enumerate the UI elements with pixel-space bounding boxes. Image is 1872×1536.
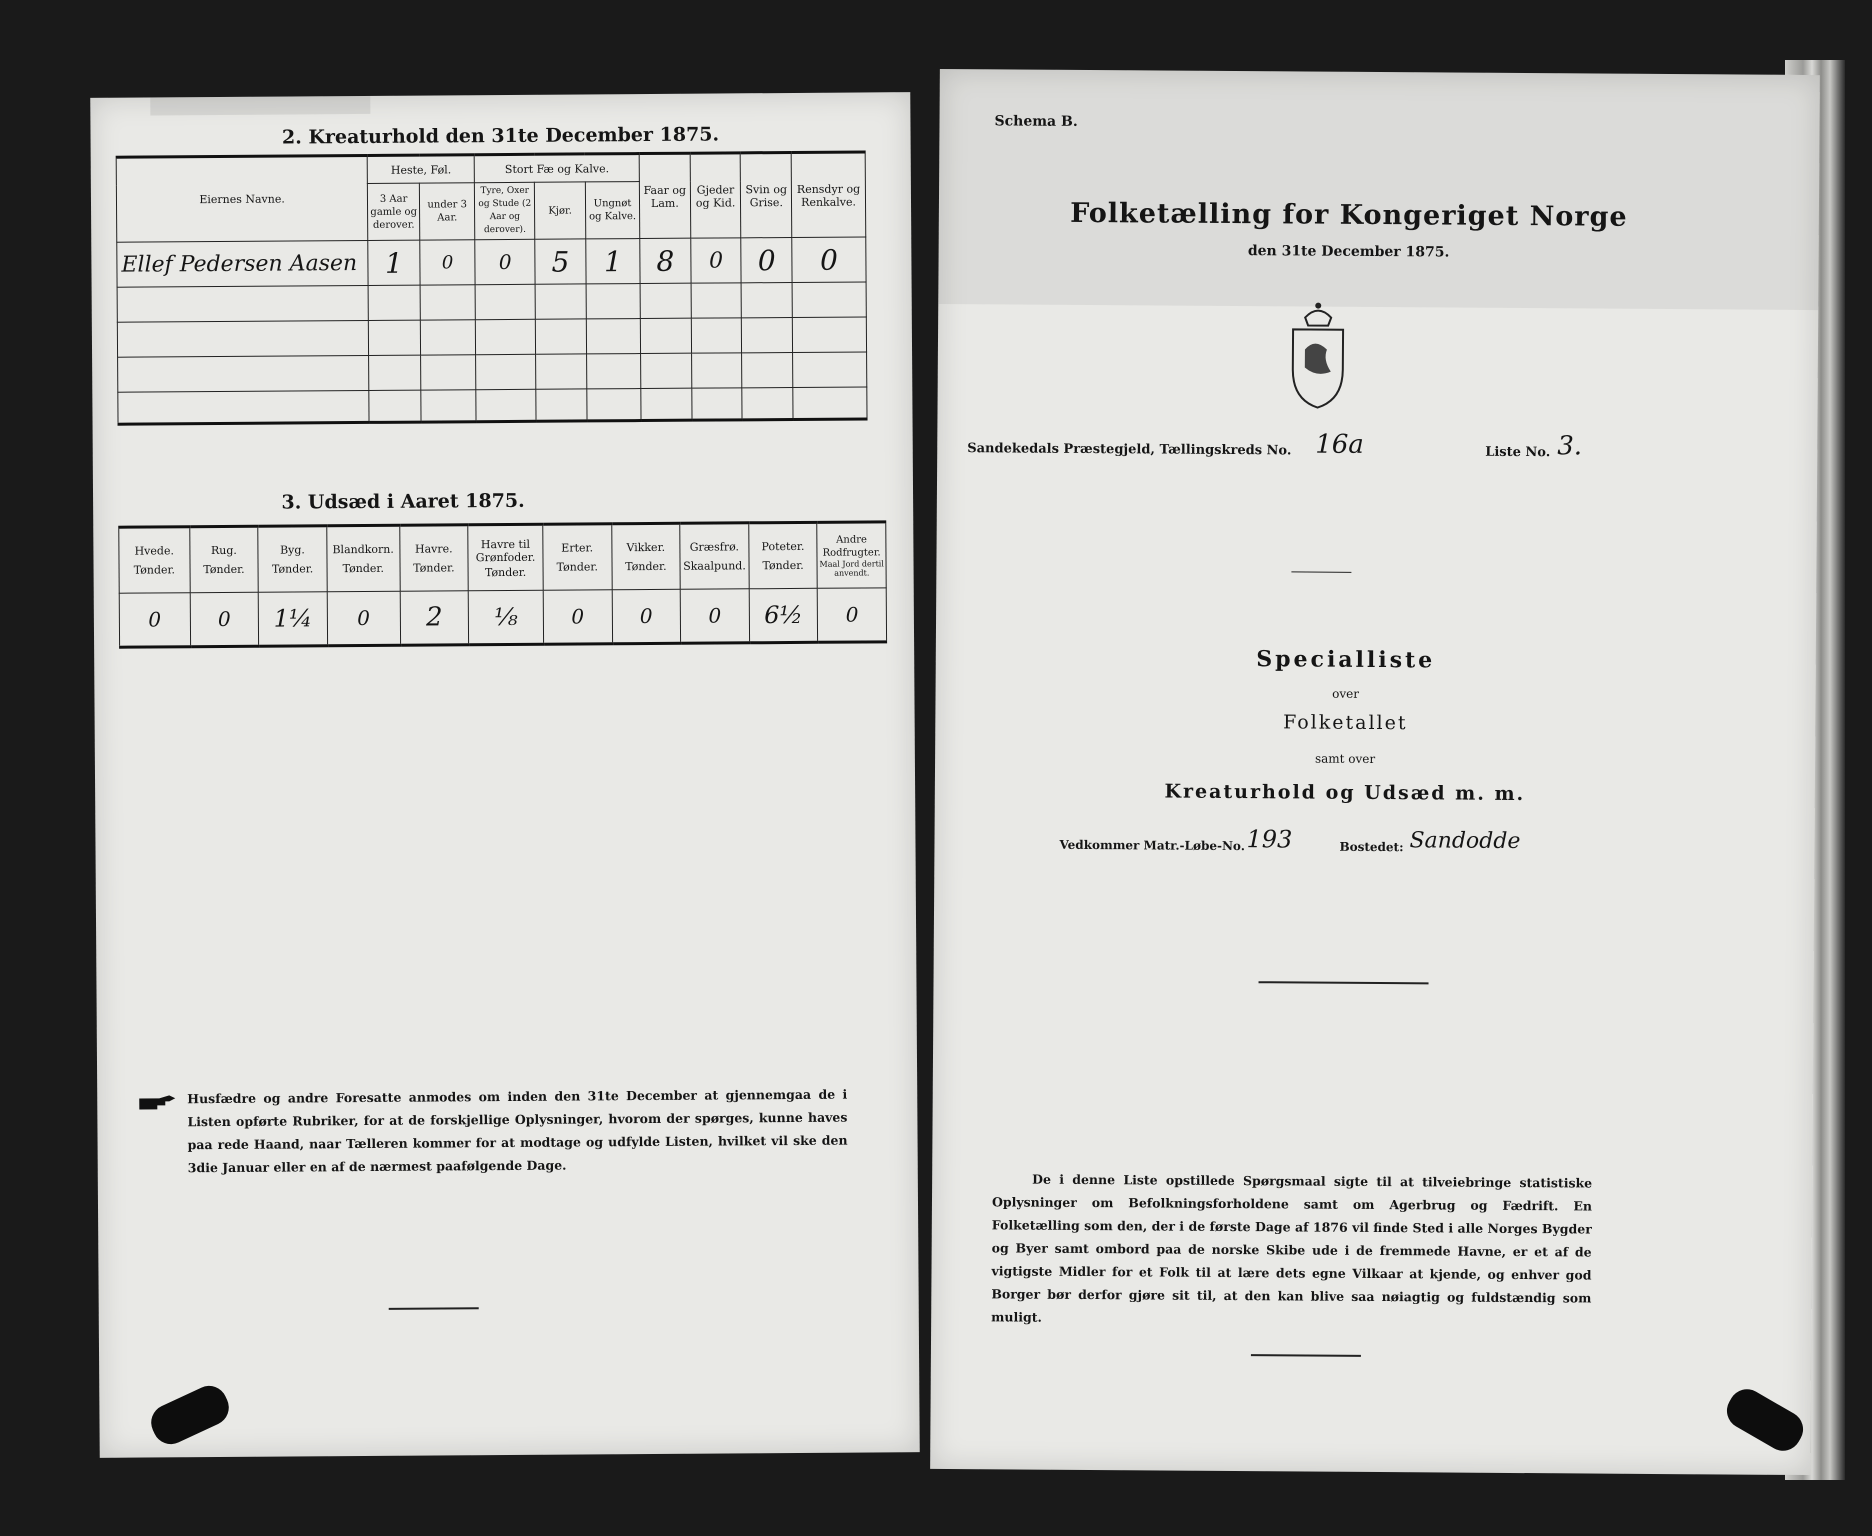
divider [1259, 981, 1429, 984]
col-root-crops: Andre Rodfrugter. Maal Jord dertil anvendt. [817, 522, 886, 588]
value-cell: 0 [475, 239, 535, 284]
schema-label: Schema B. [994, 113, 1078, 130]
over-label: over [1332, 686, 1360, 701]
list-label: Liste No. [1485, 444, 1551, 461]
col-cattle-calves: Ungnøt og Kalve. [585, 182, 640, 239]
section2-title: 2. Kreaturhold den 31te December 1875. [281, 123, 720, 149]
parish-label: Sandekedals Præstegjeld, Tællingskreds No. [967, 441, 1292, 459]
col-cattle: Stort Fæ og Kalve. [474, 154, 639, 183]
col-cattle-cows: Kjør. [535, 182, 586, 239]
value-cell: 0 [691, 238, 742, 283]
livestock-table [116, 150, 868, 425]
section3-title: 3. Udsæd i Aaret 1875. [281, 489, 525, 514]
matr-label: Vedkommer Matr.-Løbe-No. [1059, 837, 1245, 854]
value-cell: 1 [368, 240, 420, 285]
right-page [930, 69, 1820, 1475]
col-cattle-bulls: Tyre, Oxer og Stude (2 Aar og derover). [475, 182, 535, 239]
col-grass-seed: Græsfrø. Skaalpund. [680, 523, 749, 589]
value-cell: 0 [612, 589, 681, 643]
col-sheep: Faar og Lam. [639, 153, 690, 238]
col-owner: Eiernes Navne. [116, 155, 368, 242]
bosted-label: Bostedet: [1339, 839, 1404, 855]
date-line: den 31te December 1875. [1247, 243, 1450, 261]
coat-of-arms-icon [1283, 299, 1354, 411]
value-cell: 8 [640, 238, 691, 283]
col-horses-old: 3 Aar gamle og derover. [368, 183, 420, 240]
table-row [117, 237, 866, 287]
samt-over-label: samt over [1314, 751, 1376, 767]
value-cell: 6½ [749, 588, 818, 642]
list-number: 3. [1557, 431, 1583, 462]
value-cell: 0 [741, 237, 792, 282]
col-barley: Byg. Tønder. [258, 526, 327, 592]
info-paragraph: De i denne Liste opstillede Spørgsmaal sigte til at tilveiebringe statistiske Oplysninger om Befolkningsforholdene samt om Agerbrug og Fædrift. En Folketælling som den, der i de første Dage af 1876 vil finde Sted i alle Norges Bygder og Byer samt ombord paa de norske Skibe ude i de fremmede Havne, er et af de vigtigste Midler for et Folk til at lære dets egne Vilkaar at kjende, og enhver god Borger bør derfor gjøre sit til, at den kan blive saa nøiagtig og fuldstændig som muligt. [991, 1171, 1593, 1325]
kreatur-label: Kreaturhold og Udsæd m. m. [1164, 780, 1526, 806]
value-cell: 0 [327, 591, 400, 646]
col-vetch: Vikker. Tønder. [611, 523, 680, 589]
divider [389, 1307, 479, 1310]
value-cell: 1¼ [258, 592, 327, 646]
value-cell: ⅛ [468, 590, 543, 645]
col-wheat: Hvede. Tønder. [119, 527, 190, 593]
owner-name: Ellef Pedersen Aasen [117, 240, 368, 287]
pointing-hand-icon [137, 1092, 177, 1112]
sowing-table [118, 520, 887, 648]
table-row [119, 588, 886, 647]
value-cell: 0 [420, 240, 476, 285]
special-title: Specialliste [1256, 646, 1436, 674]
value-cell: 1 [586, 239, 640, 284]
value-cell: 0 [119, 593, 190, 647]
value-cell: 0 [818, 588, 887, 642]
value-cell: 0 [190, 592, 259, 646]
value-cell: 5 [535, 239, 586, 284]
divider [1291, 571, 1351, 572]
value-cell: 0 [680, 589, 749, 643]
parish-number: 16a [1315, 429, 1364, 460]
col-mixed-grain: Blandkorn. Tønder. [327, 525, 400, 592]
col-goats: Gjeder og Kid. [690, 153, 741, 238]
col-horses-young: under 3 Aar. [419, 183, 475, 240]
col-potatoes: Poteter. Tønder. [749, 522, 818, 588]
divider [1251, 1354, 1361, 1357]
col-oats-fodder: Havre til Grønfoder. Tønder. [468, 524, 543, 591]
bosted-value: Sandodde [1409, 828, 1521, 855]
col-horses: Heste, Føl. [367, 155, 474, 184]
col-pigs: Svin og Grise. [741, 152, 792, 237]
main-title: Folketælling for Kongeriget Norge [1070, 197, 1628, 233]
col-peas: Erter. Tønder. [543, 524, 612, 590]
value-cell: 0 [543, 590, 612, 644]
col-reindeer: Rensdyr og Renkalve. [791, 152, 865, 238]
col-rye: Rug. Tønder. [189, 526, 258, 592]
value-cell: 2 [400, 591, 469, 645]
value-cell: 0 [792, 237, 866, 283]
matr-number: 193 [1246, 825, 1293, 854]
col-oats: Havre. Tønder. [399, 525, 468, 591]
left-page [90, 92, 919, 1458]
folketallet-label: Folketallet [1283, 711, 1408, 735]
footnote: Husfædre og andre Foresatte anmodes om inden den 31te December at gjennemgaa de i Listen opførte Rubriker, for at de forskjellige Oplysninger, hvorom der spørges, kunne haves paa rede Haand, naar Tælleren kommer for at modtage og udfylde Listen, hvilket vil ske den 3die Januar eller en af de nærmest paafølgende Dage. [187, 1086, 848, 1176]
